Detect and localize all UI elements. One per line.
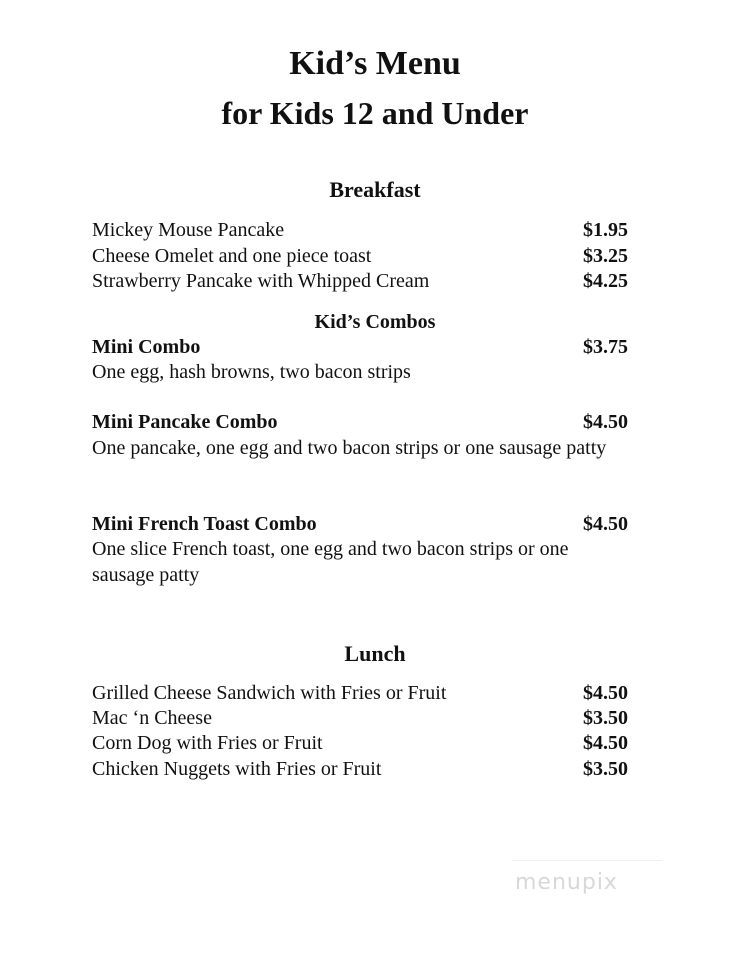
combo-item bbox=[92, 334, 628, 360]
combo-description: One slice French toast, one egg and two bacon strips or one sausage patty bbox=[92, 538, 569, 586]
item-name: Strawberry Pancake with Whipped Cream bbox=[92, 270, 430, 292]
menu-subtitle: for Kids 12 and Under bbox=[221, 95, 529, 131]
menu-item bbox=[92, 680, 628, 706]
watermark-logo: menupix bbox=[515, 870, 618, 895]
item-name: Mac ‘n Cheese bbox=[92, 707, 212, 729]
combo-item bbox=[92, 409, 628, 435]
combo-name: Mini French Toast Combo bbox=[92, 513, 317, 535]
item-price: $1.95 bbox=[583, 219, 628, 241]
menu-item bbox=[92, 705, 628, 731]
combo-price: $4.50 bbox=[583, 411, 628, 433]
lunch-heading: Lunch bbox=[344, 641, 406, 666]
combo-name: Mini Pancake Combo bbox=[92, 411, 278, 433]
item-name: Mickey Mouse Pancake bbox=[92, 219, 285, 241]
combo-price: $4.50 bbox=[583, 513, 628, 535]
menu-item bbox=[92, 730, 628, 756]
item-price: $4.50 bbox=[583, 732, 628, 754]
menu-item bbox=[92, 217, 628, 243]
menu-item bbox=[92, 268, 628, 294]
menu-title: Kid’s Menu bbox=[289, 45, 461, 82]
menu-item bbox=[92, 756, 628, 782]
breakfast-heading: Breakfast bbox=[329, 177, 421, 202]
item-name: Grilled Cheese Sandwich with Fries or Fruit bbox=[92, 682, 447, 704]
item-name: Corn Dog with Fries or Fruit bbox=[92, 732, 323, 754]
item-price: $4.50 bbox=[583, 682, 628, 704]
item-name: Cheese Omelet and one piece toast bbox=[92, 245, 372, 267]
combo-item bbox=[92, 511, 628, 537]
combo-description: One pancake, one egg and two bacon strips or one sausage patty bbox=[92, 437, 607, 459]
combo-description: One egg, hash browns, two bacon strips bbox=[92, 361, 411, 383]
combo-price: $3.75 bbox=[583, 336, 628, 358]
item-price: $3.25 bbox=[583, 245, 628, 267]
watermark-divider bbox=[512, 860, 662, 861]
item-price: $3.50 bbox=[583, 758, 628, 780]
item-name: Chicken Nuggets with Fries or Fruit bbox=[92, 758, 382, 780]
item-price: $4.25 bbox=[583, 270, 628, 292]
item-price: $3.50 bbox=[583, 707, 628, 729]
combos-heading: Kid’s Combos bbox=[314, 311, 436, 333]
combo-name: Mini Combo bbox=[92, 336, 201, 358]
menu-item bbox=[92, 243, 628, 269]
